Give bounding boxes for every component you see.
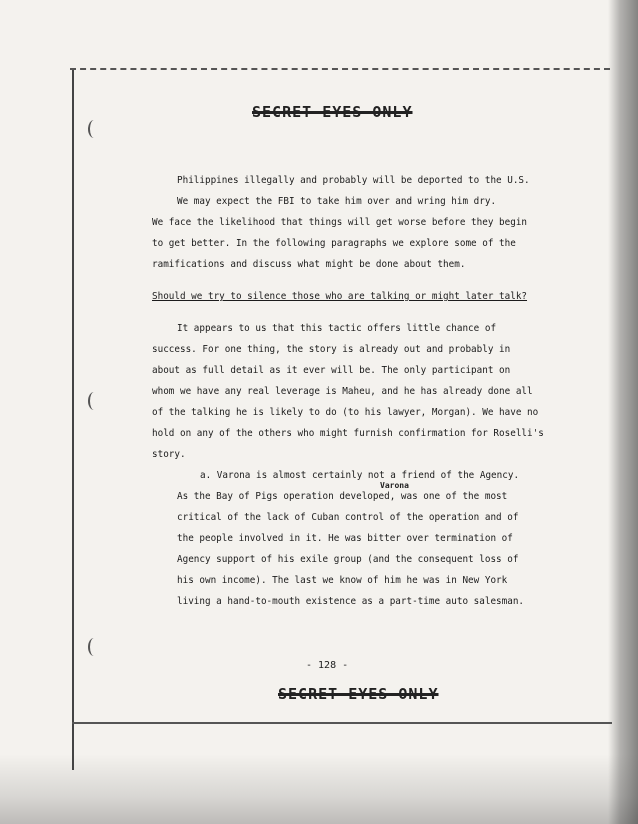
page-number: - 128 - bbox=[306, 660, 349, 671]
page-edge-bottom bbox=[72, 722, 612, 724]
body-line: of the talking he is likely to do (to his lawyer, Morgan). We have no bbox=[152, 407, 539, 418]
body-line: As the Bay of Pigs operation developed, was one of the most bbox=[177, 491, 508, 502]
punch-hole-bottom bbox=[88, 638, 100, 656]
body-line: living a hand-to-mouth existence as a part-time auto salesman. bbox=[177, 596, 525, 607]
scan-shadow-right bbox=[608, 0, 638, 824]
body-line: Philippines illegally and probably will be deported to the U.S. bbox=[177, 175, 530, 186]
body-line: about as full detail as it ever will be. The only participant on bbox=[152, 365, 511, 376]
body-line: success. For one thing, the story is already out and probably in bbox=[152, 344, 511, 355]
body-line: his own income). The last we know of him he was in New York bbox=[177, 575, 508, 586]
body-line: the people involved in it. He was bitter over termination of bbox=[177, 533, 513, 544]
body-line: story. bbox=[152, 449, 186, 460]
body-line: It appears to us that this tactic offers little chance of bbox=[177, 323, 497, 334]
body-line: We face the likelihood that things will get worse before they begin bbox=[152, 217, 528, 228]
section-heading: Should we try to silence those who are talking or might later talk? bbox=[152, 291, 528, 302]
page-edge-top bbox=[70, 68, 610, 70]
punch-hole-top bbox=[88, 120, 100, 138]
scan-shadow-bottom bbox=[0, 754, 638, 824]
body-line: whom we have any real leverage is Maheu, and he has already done all bbox=[152, 386, 533, 397]
handwritten-insert: Varona bbox=[380, 481, 409, 490]
body-line: ramifications and discuss what might be done about them. bbox=[152, 259, 466, 270]
punch-hole-middle bbox=[88, 392, 100, 410]
classification-marking-top: SECRET-EYES ONLY bbox=[252, 103, 413, 121]
body-line: to get better. In the following paragraphs we explore some of the bbox=[152, 238, 516, 249]
body-line: Agency support of his exile group (and the consequent loss of bbox=[177, 554, 519, 565]
classification-marking-bottom: SECRET EYES ONLY bbox=[278, 685, 439, 703]
body-line: critical of the lack of Cuban control of the operation and of bbox=[177, 512, 519, 523]
body-line: hold on any of the others who might furnish confirmation for Roselli's bbox=[152, 428, 544, 439]
body-line: We may expect the FBI to take him over and wring him dry. bbox=[177, 196, 497, 207]
page-edge-left bbox=[72, 70, 74, 770]
subsection-line: a. Varona is almost certainly not a friend of the Agency. bbox=[200, 470, 520, 481]
